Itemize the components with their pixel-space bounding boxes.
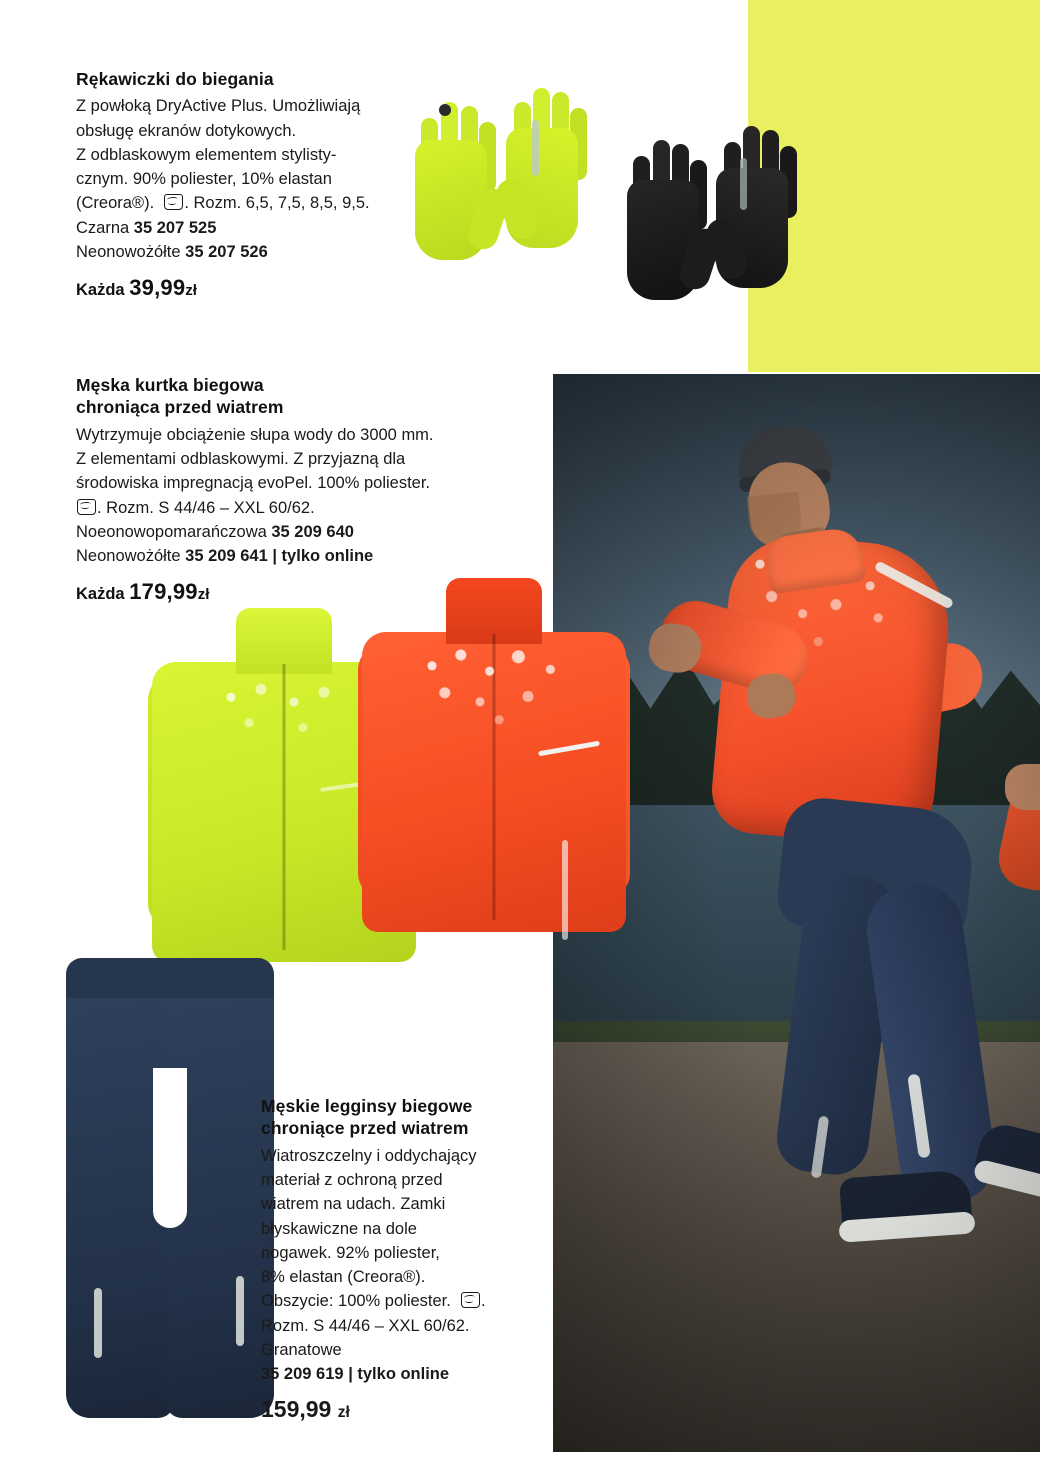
leggings-variant-1-code: 35 209 619 [261,1365,344,1384]
leggings-desc-line-1: Wiatroszczelny i oddychający [261,1146,477,1165]
jacket-variant-2-code: 35 209 641 [185,547,268,566]
jacket-neon-orange [362,578,626,968]
leggings-price-currency: zł [337,1404,350,1422]
gloves-price [76,275,426,301]
jacket-title [76,374,506,419]
jacket-desc-line-4: . Rozm. S 44/46 – XXL 60/62. [76,499,315,517]
leggings-title-line-2: chroniące przed wiatrem [261,1118,469,1139]
jacket-yellow-pattern [210,678,360,758]
gloves-variant-1-color: Czarna [76,218,130,237]
jacket-price-label: Każda [76,585,125,604]
jacket-orange-side-stripe [562,840,568,940]
jacket-desc-line-3: środowiska impregnacją evoPel. 100% poliester. [76,474,431,493]
photo-vignette [553,374,1040,1452]
wash-tub-icon-jacket [77,499,96,515]
jacket-variant-2 [76,547,373,565]
leggings-reflective-right [236,1276,244,1346]
jacket-price-amount: 179,99 [129,579,198,605]
leggings-title [261,1095,531,1140]
wash-tub-icon [164,194,183,210]
leggings-desc-line-3: wiatrem na udach. Zamki [261,1195,446,1214]
touchscreen-fingertip-marker [439,104,451,116]
gloves-desc-line-5: (Creora®). . Rozm. 6,5, 7,5, 8,5, 9,5. [76,194,370,213]
gloves-price-amount: 39,99 [129,275,186,301]
leggings-desc-line-7: Obszycie: 100% poliester. . [261,1292,486,1311]
leggings-image [66,958,274,1428]
jacket-description [76,423,506,569]
glove-black-left [627,136,711,332]
glove-reflective-strip [532,120,539,176]
leggings-description [261,1144,531,1387]
lifestyle-photo [553,374,1040,1452]
jacket-variant-1-color: Noeonowopomarańczowa [76,522,267,541]
product-leggings-text [261,1095,531,1423]
leggings-desc-line-4: błyskawiczne na dole [261,1219,417,1238]
gloves-variant-2-color: Neonowożółte [76,242,181,261]
jacket-price-currency: zł [197,586,210,604]
leggings-title-line-1: Męskie legginsy biegowe [261,1096,473,1116]
glove-black-right [716,124,800,320]
leggings-variant-1 [261,1365,449,1383]
leggings-desc-line-8: Rozm. S 44/46 – XXL 60/62. [261,1316,470,1335]
jacket-title-line-1: Męska kurtka biegowa [76,375,264,395]
gloves-variant-1-code: 35 207 525 [133,218,217,237]
gloves-variant-1 [76,219,216,237]
gloves-desc-line-2: obsługę ekranów dotykowych. [76,121,297,140]
leggings-inner-gap [153,1068,186,1228]
leggings-price-amount: 159,99 [261,1396,332,1423]
leggings-desc-line-2: materiał z ochroną przed [261,1171,443,1190]
glove-yellow-right [506,84,590,280]
jacket-variant-1 [76,523,354,541]
leggings-variant-1-note: | tylko online [348,1365,450,1384]
jacket-variant-1-code: 35 209 640 [271,522,354,541]
gloves-variant-2-code: 35 207 526 [185,242,268,261]
leggings-reflective-left [94,1288,102,1358]
gloves-desc-line-1: Z powłoką DryActive Plus. Umożliwiają [76,97,361,116]
jacket-desc-line-2: Z elementami odblaskowymi. Z przyjazną dla [76,450,406,469]
jacket-desc-line-1: Wytrzymuje obciążenie słupa wody do 3000 mm. [76,425,434,444]
gloves-variant-2 [76,243,268,261]
jacket-title-line-2: chroniąca przed wiatrem [76,397,284,418]
leggings-desc-line-5: nogawek. 92% poliester, [261,1243,440,1262]
gloves-title: Rękawiczki do biegania [76,69,274,89]
jacket-orange-pattern [416,646,576,736]
jacket-variant-2-note: | tylko online [272,547,374,566]
product-gloves-text [76,68,426,301]
glove-yellow-left [415,96,499,292]
product-jacket-text [76,374,506,605]
wash-tub-icon-leggings [461,1292,480,1308]
glove-reflective-strip-black [740,158,747,210]
gloves-desc-line-4: cznym. 90% poliester, 10% elastan [76,170,332,189]
gloves-description [76,94,426,264]
leggings-price [261,1396,531,1423]
leggings-desc-line-6: 8% elastan (Creora®). [261,1268,426,1287]
gloves-price-label: Każda [76,281,125,300]
gloves-desc-line-3: Z odblaskowym elementem stylisty- [76,145,337,164]
leggings-desc-line-9: Granatowe [261,1340,342,1359]
gloves-price-currency: zł [185,282,197,300]
jacket-variant-2-color: Neonowożółte [76,547,181,566]
